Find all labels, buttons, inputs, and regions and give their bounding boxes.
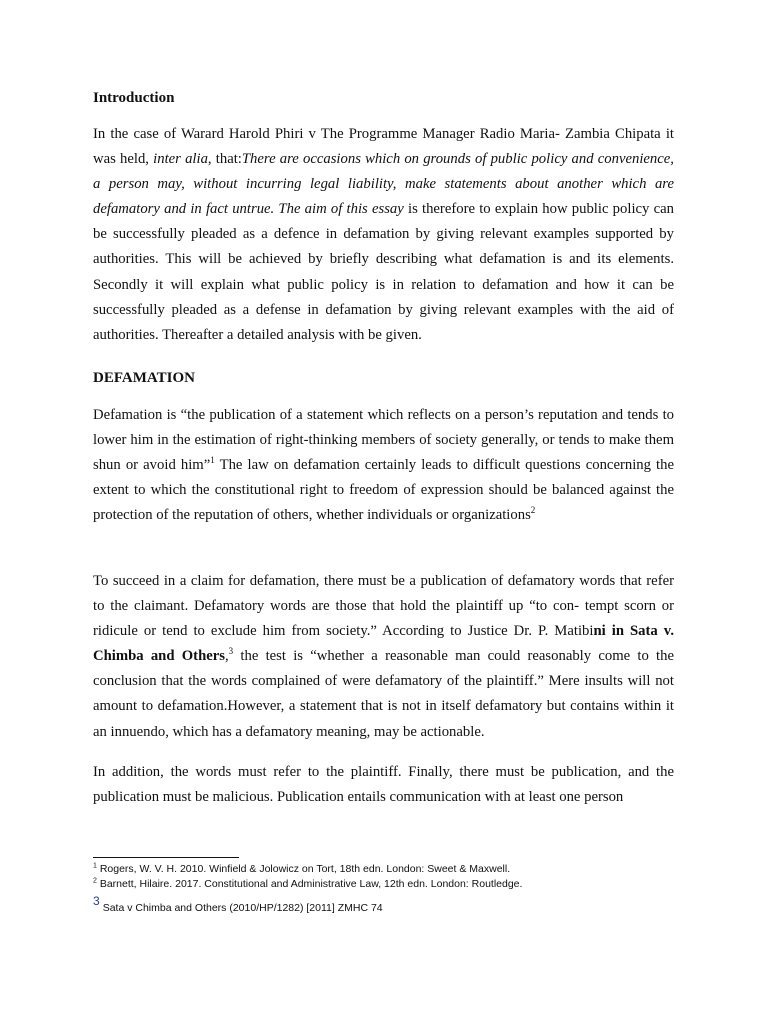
defamation-paragraph [93, 403, 674, 528]
addition-paragraph: In addition, the words must refer to the plaintiff. Finally, there must be publication, and the publication must be malicious. Publication entails communication with at least one person [93, 764, 674, 806]
footnote-number[interactable]: 3 [93, 894, 100, 908]
succeed-text-1: To succeed in a claim for defamation, there must be a publication of defamatory words that refer to the claimant. Defamatory words are those that hold the plaintiff up “to con- tempt scorn or ridicule or tend to exclude him from society.” According to Justice Dr. P. Matibi [93, 573, 674, 640]
defamation-text-1: Defamation is “the publication of a statement which reflects on a person’s reputation and tends to lower him in the estimation of right-thinking members of society generally, or tends to make them shun or avoid him” [93, 407, 674, 474]
footnote-separator [93, 857, 239, 858]
intro-latin-phrase: inter alia [153, 151, 208, 168]
footnote-number: 2 [93, 877, 97, 885]
succeed-paragraph [93, 569, 674, 745]
footnote-number: 1 [93, 862, 97, 870]
heading-introduction: Introduction [93, 90, 175, 106]
footnote-text: Barnett, Hilaire. 2017. Constitutional and Administrative Law, 12th edn. London: Routledge. [96, 878, 523, 890]
footnote-2 [93, 877, 693, 892]
heading-defamation: DEFAMATION [93, 370, 195, 386]
footnote-ref-1[interactable]: 1 [210, 455, 215, 466]
defamation-text-2: The law on defamation certainly leads to difficult questions concerning the extent to which the constitutional right to freedom of expression should be balanced against the protection of the reputation of others, whether individuals or organizations [93, 457, 675, 524]
footnote-ref-3[interactable]: 3 [228, 646, 234, 657]
intro-quoted-holding: There are occasions which on grounds of public policy and convenience, a person may, without incurring legal liability, make statements about another which are defamatory and in fact untrue. The aim of this essay [93, 151, 674, 218]
footnote-text: Sata v Chimba and Others (2010/HP/1282) [2011] ZMHC 74 [102, 902, 383, 914]
intro-paragraph [93, 122, 674, 348]
succeed-text-2: the test is “whether a reasonable man could reasonably come to the conclusion that the words complained of were defamatory of the plaintiff.” Mere insults will not amount to defamation.However, a statement that is not in itself defamatory but contains within it an innuendo, which has a defamatory meaning, may be actionable. [93, 648, 674, 740]
succeed-comma: , [225, 648, 229, 665]
intro-text-3: is therefore to explain how public policy can be successfully pleaded as a defence in defamation by giving relevant examples supported by authorities. This will be achieved by briefly describing what defamation is and its elements. Secondly it will explain what public policy is in relation to defamation and how it can be successfully pleaded as a defense in defamation by giving relevant examples with the aid of authorities. Thereafter a detailed analysis with be given. [93, 201, 674, 343]
intro-text-2: , that: [207, 151, 242, 168]
footnotes-section [93, 862, 693, 916]
footnote-3 [93, 894, 693, 916]
case-name-bold: ni in Sata v. Chimba and Others [93, 623, 674, 665]
footnote-ref-2[interactable]: 2 [530, 505, 536, 516]
intro-text-1: In the case of Warard Harold Phiri v The Programme Manager Radio Maria- Zambia Chipata it was held, [93, 126, 674, 168]
footnote-text: Rogers, W. V. H. 2010. Winfield & Jolowicz on Tort, 18th edn. London: Sweet & Maxwell. [96, 863, 511, 875]
footnote-1 [93, 862, 693, 877]
